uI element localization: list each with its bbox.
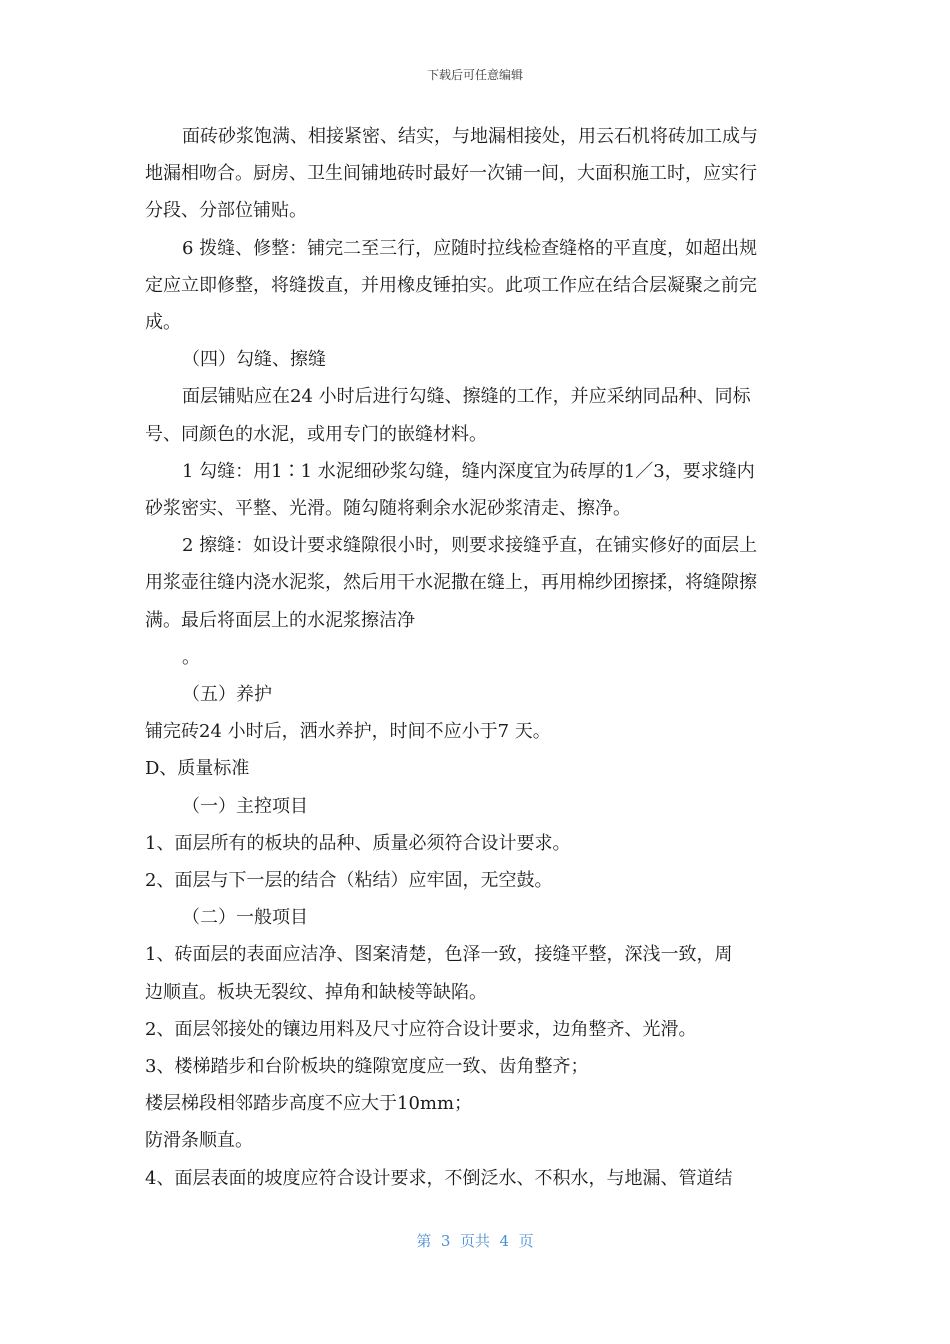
text-line: 2、面层与下一层的结合（粘结）应牢固，无空鼓。 [145, 870, 553, 892]
paragraph [145, 1122, 810, 1159]
text-line: 满。最后将面层上的水泥浆擦洁净 [145, 609, 415, 631]
paragraph [145, 899, 810, 936]
text-line: 边顺直。板块无裂纹、掉角和缺棱等缺陷。 [145, 981, 487, 1003]
page-header: 下载后可任意编辑 [426, 68, 523, 82]
page-footer: 第 3 页共 4 页 [416, 1232, 534, 1250]
text-line: 成。 [145, 312, 181, 334]
text-line: （二）一般项目 [182, 907, 308, 929]
text-line: 面砖砂浆饱满、相接紧密、结实，与地漏相接处，用云石机将砖加工成与 [182, 126, 758, 147]
paragraph [145, 118, 810, 230]
paragraph [145, 825, 810, 862]
paragraph [145, 527, 810, 639]
text-line: 楼层梯段相邻踏步高度不应大于10mm； [145, 1093, 473, 1115]
paragraph [145, 788, 810, 825]
text-line: （四）勾缝、擦缝 [182, 349, 326, 371]
text-line: 用浆壶往缝内浇水泥浆，然后用干水泥撒在缝上，再用棉纱团擦揉，将缝隙擦 [145, 572, 757, 594]
text-line: 2 擦缝：如设计要求缝隙很小时，则要求接缝乎直，在铺实修好的面层上 [182, 535, 758, 557]
text-line: 分段、分部位铺贴。 [145, 200, 307, 222]
text-line: 1、面层所有的板块的品种、质量必须符合设计要求。 [145, 832, 571, 854]
paragraph [145, 341, 810, 378]
text-line: 砂浆密实、平整、光滑。随勾随将剩余水泥砂浆清走、擦净。 [145, 498, 631, 520]
text-line: 1 勾缝：用1∶1 水泥细砂浆勾缝，缝内深度宜为砖厚的1／3，要求缝内 [182, 460, 755, 482]
paragraph [145, 1085, 810, 1122]
text-line: 地漏相吻合。厨房、卫生间铺地砖时最好一次铺一间，大面积施工时，应实行 [145, 163, 757, 185]
text-line: 6 拨缝、修整：铺完二至三行，应随时拉线检查缝格的平直度，如超出规 [182, 237, 758, 259]
paragraph [145, 713, 810, 750]
paragraph [145, 936, 810, 1010]
text-line: 定应立即修整，将缝拨直，并用橡皮锤拍实。此项工作应在结合层凝聚之前完 [145, 274, 757, 296]
text-line: 铺完砖24 小时后，洒水养护，时间不应小于7 天。 [145, 721, 551, 743]
text-line: D、质量标准 [145, 758, 250, 780]
paragraph [145, 862, 810, 899]
text-line: 1、砖面层的表面应洁净、图案清楚，色泽一致，接缝平整，深浅一致，周 [145, 944, 733, 966]
text-line: 面层铺贴应在24 小时后进行勾缝、擦缝的工作，并应采纳同品种、同标 [182, 386, 751, 408]
paragraph [145, 1048, 810, 1085]
text-line: 防滑条顺直。 [145, 1130, 253, 1152]
paragraph [145, 676, 810, 713]
text-line: 。 [182, 646, 200, 668]
paragraph [145, 230, 810, 342]
text-line: （一）主控项目 [182, 795, 308, 817]
text-line: 4、面层表面的坡度应符合设计要求，不倒泛水、不积水，与地漏、管道结 [145, 1167, 733, 1189]
text-line: 2、面层邻接处的镶边用料及尺寸应符合设计要求，边角整齐、光滑。 [145, 1018, 697, 1040]
paragraph [145, 639, 810, 676]
paragraph [145, 378, 810, 452]
paragraph [145, 453, 810, 527]
text-line: 3、楼梯踏步和台阶板块的缝隙宽度应一致、齿角整齐； [145, 1056, 589, 1078]
document-body [145, 118, 810, 1197]
paragraph [145, 1011, 810, 1048]
text-line: 号、同颜色的水泥，或用专门的嵌缝材料。 [145, 423, 487, 445]
text-line: （五）养护 [182, 684, 272, 706]
paragraph [145, 750, 810, 787]
paragraph [145, 1160, 810, 1197]
